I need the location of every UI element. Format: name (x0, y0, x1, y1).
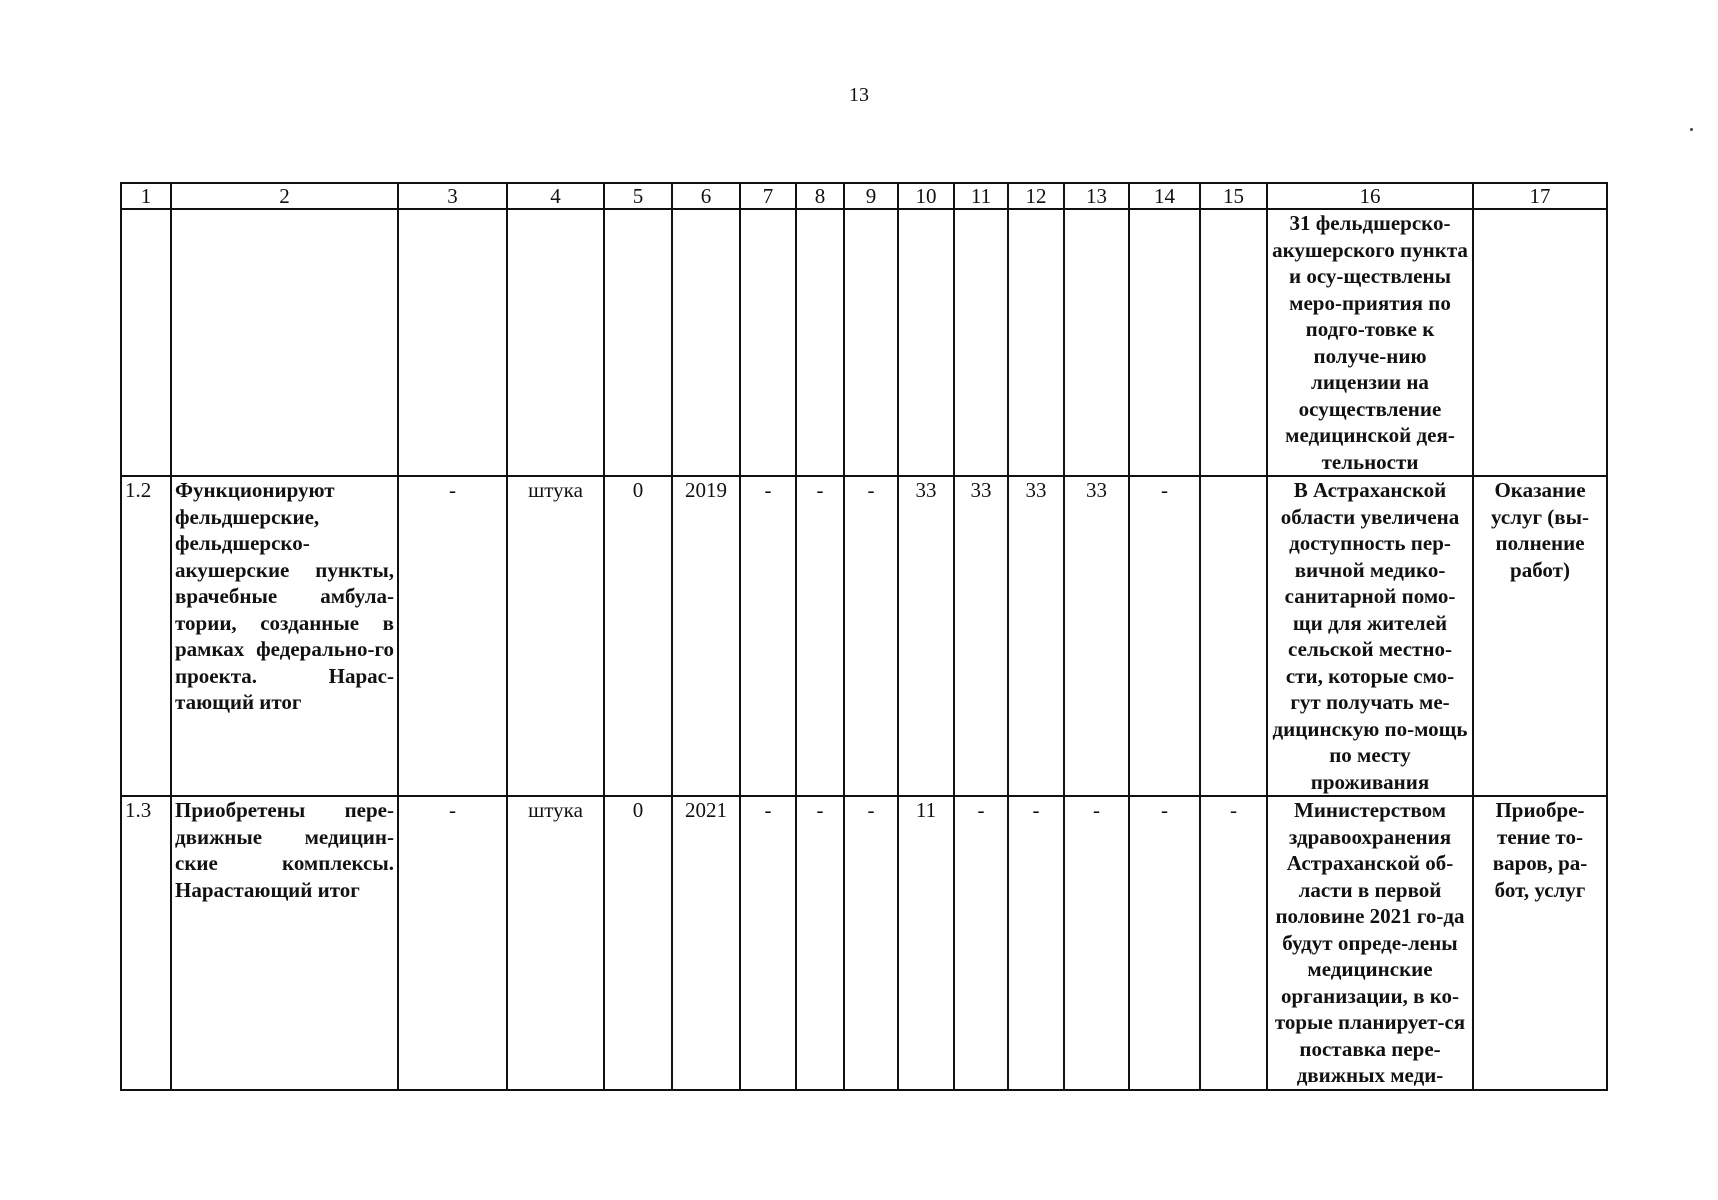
unit-cell: штука (507, 476, 604, 796)
table-cell: - (844, 476, 898, 796)
base-value-cell: 0 (604, 796, 672, 1090)
header-cell: 7 (740, 183, 796, 209)
table-cell: - (796, 476, 844, 796)
table-cell (1200, 476, 1267, 796)
table-cell (740, 209, 796, 476)
table-row-1-3 (121, 796, 1607, 1090)
indicator-name: Приобретены пере-движные медицин-ские комплексы. Нарастающий итог (171, 796, 398, 1090)
table-cell (121, 209, 171, 476)
header-cell: 5 (604, 183, 672, 209)
table-cell (898, 209, 954, 476)
table-cell: - (844, 796, 898, 1090)
table-cell (1064, 209, 1129, 476)
base-year-cell: 2021 (672, 796, 740, 1090)
table-cell (171, 209, 398, 476)
table-cell (1129, 209, 1200, 476)
header-cell: 14 (1129, 183, 1200, 209)
table-cell: 33 (954, 476, 1008, 796)
header-cell: 6 (672, 183, 740, 209)
result-cell: В Астраханской области увеличена доступность пер-вичной медико-санитарной помо-щи для жителей сельской местно-сти, которые смо-гут получать ме-дицинскую по-мощь по месту проживания (1267, 476, 1473, 796)
table-cell (604, 209, 672, 476)
table-cell: - (398, 796, 507, 1090)
header-cell: 4 (507, 183, 604, 209)
header-cell: 13 (1064, 183, 1129, 209)
table-cell: - (1129, 796, 1200, 1090)
header-cell: 10 (898, 183, 954, 209)
scan-speck (1690, 128, 1693, 131)
table-cell (844, 209, 898, 476)
table-cell: - (1064, 796, 1129, 1090)
header-cell: 9 (844, 183, 898, 209)
header-cell: 17 (1473, 183, 1607, 209)
table-cell (954, 209, 1008, 476)
table-cell (796, 209, 844, 476)
table-cell (1200, 209, 1267, 476)
table-cell (507, 209, 604, 476)
table-cell (398, 209, 507, 476)
table-cell: - (1008, 796, 1064, 1090)
result-cell: Министерством здравоохранения Астраханской об-ласти в первой половине 2021 го-да будут опреде-лены медицинские организации, в ко-торые планирует-ся поставка пере-движных меди- (1267, 796, 1473, 1090)
table-row-continuation (121, 209, 1607, 476)
table-cell: - (796, 796, 844, 1090)
header-cell: 16 (1267, 183, 1473, 209)
result-cell: 31 фельдшерско-акушерского пункта и осу-ществлены меро-приятия по подго-товке к получе-нию лицензии на осуществление медицинской дея-тельности (1267, 209, 1473, 476)
table-cell: - (954, 796, 1008, 1090)
table-cell: - (1129, 476, 1200, 796)
table-cell: 33 (1064, 476, 1129, 796)
row-number: 1.3 (121, 796, 171, 1090)
header-row (121, 183, 1607, 209)
row-number: 1.2 (121, 476, 171, 796)
table-cell (1008, 209, 1064, 476)
table-cell: - (1200, 796, 1267, 1090)
type-cell: Приобре-тение то-варов, ра-бот, услуг (1473, 796, 1607, 1090)
table-row-1-2 (121, 476, 1607, 796)
base-year-cell: 2019 (672, 476, 740, 796)
header-cell: 8 (796, 183, 844, 209)
table-cell: 11 (898, 796, 954, 1090)
type-cell: Оказание услуг (вы-полнение работ) (1473, 476, 1607, 796)
table-cell: 33 (1008, 476, 1064, 796)
table-cell (672, 209, 740, 476)
indicator-name: Функционируют фельдшерские, фельдшерско-акушерские пункты, врачебные амбула-тории, созданные в рамках федерально-го проекта. Нарас-тающий итог (171, 476, 398, 796)
header-cell: 11 (954, 183, 1008, 209)
table-cell: 33 (898, 476, 954, 796)
table-cell: - (740, 796, 796, 1090)
header-cell: 1 (121, 183, 171, 209)
type-cell (1473, 209, 1607, 476)
header-cell: 15 (1200, 183, 1267, 209)
table-cell: - (740, 476, 796, 796)
header-cell: 3 (398, 183, 507, 209)
header-cell: 12 (1008, 183, 1064, 209)
base-value-cell: 0 (604, 476, 672, 796)
unit-cell: штука (507, 796, 604, 1090)
table-cell: - (398, 476, 507, 796)
data-table (120, 182, 1608, 1091)
page-number: 13 (849, 84, 869, 106)
header-cell: 2 (171, 183, 398, 209)
